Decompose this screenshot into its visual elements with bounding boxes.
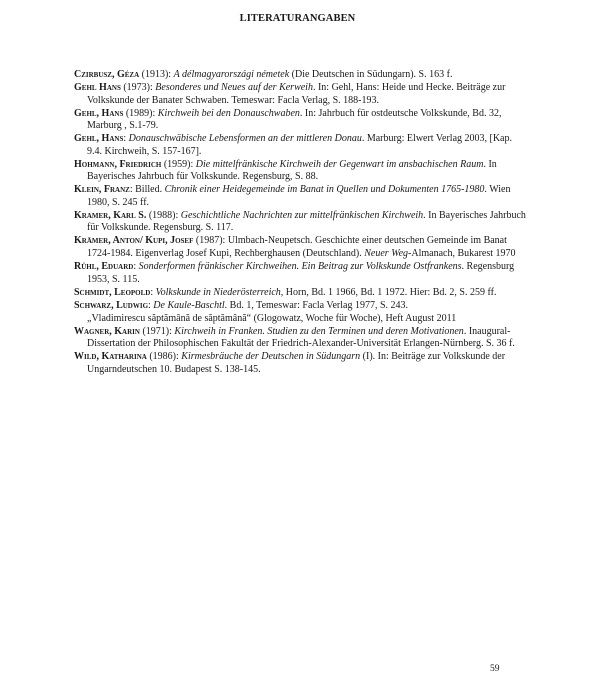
entry-title: Neuer Weg bbox=[364, 248, 409, 260]
entry-title: Die mittelfränkische Kirchweih der Gegenwart im ansbachischen Raum bbox=[195, 158, 484, 170]
bibliography-entry bbox=[74, 133, 526, 158]
entry-title: Kirchweih bei den Donauschwaben bbox=[157, 107, 300, 119]
bibliography-entry bbox=[74, 184, 526, 209]
entry-text: . In: Gehl, Hans: Heide und Hecke. Beiträge zur Volkskunde der Banater Schwaben. Temeswar: Facla Verlag, S. 188-193. bbox=[87, 81, 506, 106]
bibliography-entry bbox=[74, 159, 526, 184]
entry-text: (1959): bbox=[161, 158, 196, 170]
entry-text: (1913): bbox=[139, 69, 174, 80]
entry-text: . In: Jahrbuch für ostdeutsche Volkskunde, Bd. 32, Marburg , S.1-79. bbox=[87, 107, 502, 132]
entry-text: : Billed. bbox=[129, 184, 165, 196]
entry-text: : bbox=[123, 133, 129, 145]
entry-text: (1986): bbox=[146, 351, 182, 363]
entry-author: Rühl, Eduard bbox=[74, 261, 134, 273]
entry-text: : bbox=[148, 299, 154, 311]
entry-author: Klein, Franz bbox=[74, 184, 130, 196]
entry-text: . Inaugural-Dissertation der Philosophischen Fakultät der Friedrich-Alexander-Universität Erlangen-Nürnberg. S. 36 f. bbox=[87, 325, 515, 350]
entry-title: A délmagyarországi németek bbox=[173, 69, 290, 80]
entry-title: Geschichtliche Nachrichten zur mittelfränkischen Kirchweih bbox=[180, 209, 424, 221]
entry-title: Chronik einer Heidegemeinde im Banat in Quellen und Dokumenten 1765-1980 bbox=[164, 184, 485, 196]
entry-author: Czirbusz, Géza bbox=[74, 69, 140, 80]
bibliography-entry bbox=[74, 69, 526, 82]
entry-text: : bbox=[150, 286, 156, 298]
entry-text: (1988): bbox=[146, 209, 181, 221]
entry-text: . Bd. 1, Temeswar: Facla Verlag 1977, S. 243. bbox=[224, 299, 409, 311]
entry-title: Kirmesbräuche der Deutschen in Südungarn bbox=[181, 351, 361, 363]
entry-author: Kramer, Karl S. bbox=[74, 209, 147, 221]
bibliography-entry bbox=[74, 326, 526, 351]
bibliography-entry bbox=[74, 82, 526, 107]
bibliography-entry bbox=[74, 235, 526, 260]
entry-title: Sonderformen fränkischer Kirchweihen. Ein Beitrag zur Volkskunde Ostfrankens bbox=[138, 261, 462, 273]
entry-author: Gehl, Hans bbox=[74, 133, 124, 145]
entry-text: . Marburg: Elwert Verlag 2003, [Kap. 9.4. Kirchweih, S. 157-167]. bbox=[87, 133, 512, 157]
bibliography-entry bbox=[74, 261, 526, 286]
entry-text: (1989): bbox=[123, 107, 158, 119]
entry-text: (1987): Ulmbach-Neupetsch. Geschichte einer deutschen Gemeinde im Banat 1724-1984. Eigenverlag Josef Kupi, Rechberghausen (Deutschland). bbox=[87, 235, 507, 260]
entry-author: Gehl Hans bbox=[74, 81, 121, 93]
entry-text: . Regensburg 1953, S. 115. bbox=[87, 261, 515, 285]
entry-title: Besonderes und Neues auf der Kerweih bbox=[155, 81, 313, 93]
entry-text: -Almanach, Bukarest 1970 bbox=[408, 248, 516, 260]
entry-title: Donauschwäbische Lebensformen an der mittleren Donau bbox=[128, 133, 362, 145]
entry-title: Kirchweih in Franken. Studien zu den Terminen und deren Motivationen bbox=[174, 325, 464, 337]
entry-text: . In Bayerisches Jahrbuch für Volkskunde. Regensburg. S. 117. bbox=[87, 209, 526, 234]
entry-author: Schwarz, Ludwig bbox=[74, 299, 149, 311]
entry-text: (I). In: Beiträge zur Volkskunde der Ungarndeutschen 10. Budapest S. 138-145. bbox=[87, 351, 506, 375]
entry-text: , Horn, Bd. 1 1966, Bd. 1 1972. Hier: Bd. 2, S. 259 ff. bbox=[280, 286, 497, 298]
bibliography-entry bbox=[74, 313, 526, 326]
entry-text: (Die Deutschen in Südungarn). S. 163 f. bbox=[289, 69, 453, 80]
entry-title: De Kaule-Baschtl bbox=[153, 299, 225, 311]
entry-text: . Wien 1980, S. 245 ff. bbox=[87, 184, 511, 208]
entry-author: Gehl, Hans bbox=[74, 107, 124, 119]
entry-text: . In Bayerisches Jahrbuch für Volkskunde. Regensburg, S. 88. bbox=[87, 158, 497, 183]
entry-text: : bbox=[133, 261, 139, 273]
bibliography-list bbox=[74, 69, 526, 377]
entry-author: Krämer, Anton/ Kupi, Josef bbox=[74, 235, 194, 247]
bibliography-entry bbox=[74, 287, 526, 300]
bibliography-entry bbox=[74, 210, 526, 235]
bibliography-entry bbox=[74, 351, 526, 376]
entry-author: Wagner, Karin bbox=[74, 325, 140, 337]
bibliography-entry bbox=[74, 108, 526, 133]
entry-title: Volkskunde in Niederösterreich bbox=[155, 286, 281, 298]
entry-text: (1971): bbox=[139, 325, 175, 337]
entry-author: Wild, Katharina bbox=[74, 351, 147, 363]
page-number: 59 bbox=[490, 664, 500, 674]
entry-text: „Vladimirescu săptămână de săptămână“ (Glogowatz, Woche für Woche), Heft August 2011 bbox=[87, 312, 457, 324]
page-title: LITERATURANGABEN bbox=[239, 13, 356, 24]
entry-author: Schmidt, Leopold bbox=[74, 286, 151, 298]
bibliography-entry bbox=[74, 300, 526, 313]
entry-text: (1973): bbox=[120, 81, 156, 93]
entry-author: Hohmann, Friedrich bbox=[74, 158, 162, 170]
